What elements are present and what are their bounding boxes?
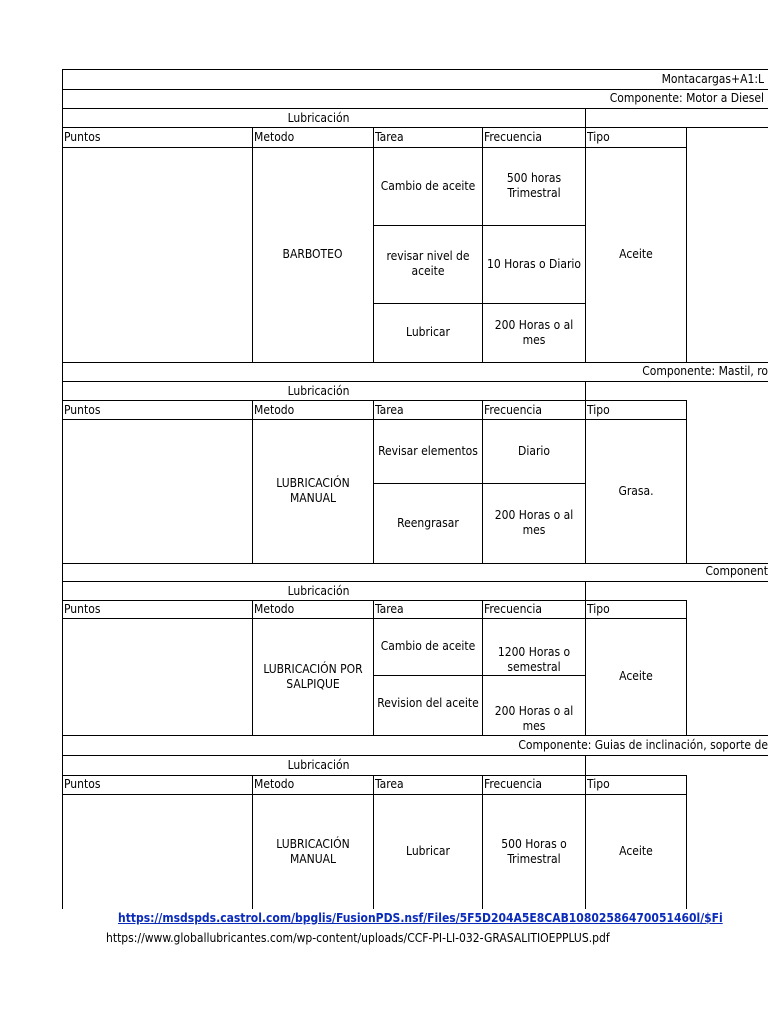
metodo-cell: LUBRICACIÓN POR SALPIQUE (263, 661, 363, 691)
tarea-cell: Revisar elementos (378, 443, 478, 458)
tarea-cell: Lubricar (406, 325, 450, 339)
header-tarea: Tarea (375, 130, 404, 144)
header-puntos: Puntos (64, 130, 101, 144)
frecuencia-cell: Diario (518, 443, 550, 458)
tipo-cell: Aceite (619, 247, 653, 261)
tarea-cell: Revision del aceite (377, 696, 479, 710)
metodo-cell: LUBRICACIÓN MANUAL (276, 476, 350, 505)
header-frecuencia: Frecuencia (484, 777, 542, 791)
globallubricantes-link[interactable]: https://www.globallubricantes.com/wp-content/uploads/CCF-PI-LI-032-GRASALITIOEPPLUS.pdf (106, 931, 610, 945)
header-metodo: Metodo (254, 602, 295, 616)
frecuencia-cell: 200 Horas o al mes (494, 704, 574, 733)
header-frecuencia: Frecuencia (484, 602, 542, 616)
tarea-cell: Cambio de aceite (380, 639, 476, 653)
tipo-cell: Aceite (619, 669, 653, 683)
castrol-msds-link[interactable]: https://msdspds.castrol.com/bpglis/FusionPDS.nsf/Files/5F5D204A5E8CAB10802586470051460l/$Fi (118, 911, 723, 925)
header-puntos: Puntos (64, 602, 101, 616)
tarea-cell: revisar nivel de aceite (386, 249, 470, 278)
lubricacion-header: Lubricación (287, 758, 350, 772)
header-tipo: Tipo (587, 602, 610, 616)
header-tipo: Tipo (587, 403, 610, 417)
spreadsheet (62, 69, 768, 909)
metodo-cell: BARBOTEO (282, 247, 343, 261)
header-puntos: Puntos (64, 777, 101, 791)
frecuencia-cell: 200 Horas o al mes (494, 508, 574, 537)
header-tarea: Tarea (375, 602, 404, 616)
component-label: Component (705, 564, 768, 578)
lubricacion-header: Lubricación (287, 110, 350, 125)
frecuencia-cell: 200 Horas o al mes (494, 317, 574, 347)
header-puntos: Puntos (64, 403, 101, 417)
header-metodo: Metodo (254, 403, 295, 417)
frecuencia-cell: 500 Horas o Trimestral (501, 836, 567, 866)
header-tarea: Tarea (375, 777, 404, 791)
header-tipo: Tipo (587, 777, 610, 791)
header-tipo: Tipo (587, 130, 610, 144)
header-metodo: Metodo (254, 777, 295, 791)
metodo-cell: LUBRICACIÓN MANUAL (276, 836, 350, 866)
lubricacion-header: Lubricación (287, 583, 350, 598)
tipo-cell: Grasa. (618, 483, 654, 498)
tarea-cell: Cambio de aceite (380, 178, 476, 193)
lubricacion-header: Lubricación (287, 383, 350, 398)
component-label: Componente: Motor a Diesel (609, 91, 764, 105)
sheet-title: Montacargas+A1:L (661, 72, 764, 86)
component-label: Componente: Guias de inclinación, soporte de (518, 738, 768, 752)
header-frecuencia: Frecuencia (484, 130, 542, 144)
tarea-cell: Lubricar (406, 844, 450, 858)
header-tarea: Tarea (375, 403, 404, 417)
tipo-cell: Aceite (619, 844, 653, 858)
tarea-cell: Reengrasar (397, 515, 459, 530)
frecuencia-cell: 500 horas Trimestral (506, 171, 562, 200)
component-label: Componente: Mastil, ro (642, 364, 768, 378)
header-frecuencia: Frecuencia (484, 403, 542, 417)
header-metodo: Metodo (254, 130, 295, 144)
frecuencia-cell: 1200 Horas o semestral (497, 644, 571, 674)
frecuencia-cell: 10 Horas o Diario (487, 256, 581, 271)
